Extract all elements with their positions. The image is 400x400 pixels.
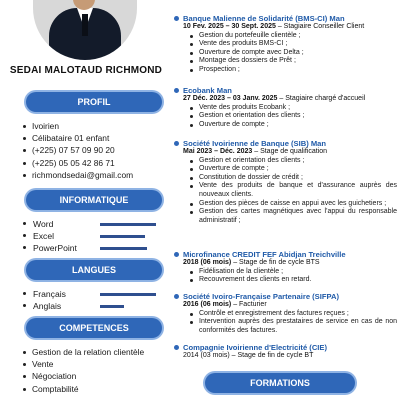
- experience-period: 10 Fev. 2025 – 30 Sept. 2025 – Stagiaire Conseiller Client: [183, 23, 365, 30]
- experience-task: Gestion du portefeuille clientèle ;: [199, 32, 397, 41]
- experience-period: Mai 2023 – Déc. 2023 – Stage de qualification: [183, 148, 328, 155]
- experience-task: Ouverture de compte avec Delta ;: [199, 49, 397, 58]
- competences-section: [20, 346, 170, 395]
- experience-task: Ouverture de compte ;: [199, 121, 397, 130]
- experience-6: [183, 343, 397, 361]
- experience-task: Vente des produits BMS-CI ;: [199, 40, 397, 49]
- experience-period: 2018 (06 mois) – Stage de fin de cycle BTS: [183, 259, 320, 266]
- competence-item: Comptabilité: [20, 383, 170, 395]
- lang-anglais: [20, 301, 61, 311]
- competence-item: Négociation: [20, 370, 170, 382]
- experience-task: Gestion et orientation des clients ;: [199, 157, 397, 166]
- experience-task: Montage des dossiers de Prêt ;: [199, 57, 397, 66]
- candidate-name: SEDAI MALOTAUD RICHMOND: [9, 65, 163, 76]
- experience-company: Ecobank Man: [183, 86, 397, 95]
- skill-powerpoint: [20, 243, 77, 253]
- experience-task: Recouvrement des clients en retard.: [199, 276, 397, 285]
- lang-francais: [20, 289, 66, 299]
- experience-2: [183, 86, 397, 129]
- experience-period: 27 Déc. 2023 – 03 Janv. 2025 – Stagiaire chargé d'accueil: [183, 95, 366, 102]
- experience-company: Société Ivoirienne de Banque (SIB) Man: [183, 139, 397, 148]
- skill-word-bar: [100, 223, 156, 226]
- left-column: [0, 0, 172, 400]
- skill-excel: [20, 231, 54, 241]
- experience-task: Intervention auprès des prestataires de service en cas de non conformités des factures.: [199, 318, 397, 334]
- experience-company: Société Ivoiro-Française Partenaire (SIFPA): [183, 292, 397, 301]
- profil-email: richmondsedai@gmail.com: [20, 169, 170, 181]
- experience-task: Gestion des pièces de caisse en appui avec les guichetiers ;: [199, 200, 397, 209]
- informatique-heading: INFORMATIQUE: [26, 190, 162, 210]
- profile-photo: [33, 0, 137, 60]
- profil-phone-2: (+225) 05 05 42 86 71: [20, 157, 170, 169]
- experience-task: Constitution de dossier de crédit ;: [199, 174, 397, 183]
- skill-word: [20, 219, 53, 229]
- competence-item: Gestion de la relation clientèle: [20, 346, 170, 358]
- experience-5: [183, 292, 397, 335]
- competences-heading: COMPETENCES: [26, 318, 162, 338]
- profil-heading: PROFIL: [26, 92, 162, 112]
- experience-task: Gestion des cartes magnétiques avec l'appui du responsable administratif ;: [199, 208, 397, 224]
- experience-period: 2014 (03 mois) – Stage de fin de cycle BT: [183, 352, 314, 359]
- lang-francais-bar: [100, 293, 156, 296]
- experience-company: Banque Malienne de Solidarité (BMS-CI) Man: [183, 14, 397, 23]
- photo-tie: [82, 14, 88, 36]
- profil-nationality: Ivoirien: [20, 120, 170, 132]
- profil-section: [20, 120, 170, 181]
- profil-status: Célibataire 01 enfant: [20, 132, 170, 144]
- competence-item: Vente: [20, 358, 170, 370]
- experience-task: Prospection ;: [199, 66, 397, 75]
- experience-company: Microfinance CREDIT FEF Abidjan Treichville: [183, 250, 397, 259]
- skill-powerpoint-bar: [100, 247, 147, 250]
- experience-task: Vente des produits Ecobank ;: [199, 104, 397, 113]
- experience-company: Compagnie Ivoirienne d'Electricité (CIE): [183, 343, 397, 352]
- experience-task: Vente des produits de banque et d'assurance auprès des nouveaux clients.: [199, 182, 397, 198]
- profil-phone-1: (+225) 07 57 09 90 20: [20, 144, 170, 156]
- skill-powerpoint-label: PowerPoint: [33, 243, 77, 253]
- experience-task: Ouverture de compte ;: [199, 165, 397, 174]
- skill-word-label: Word: [33, 219, 54, 229]
- experience-period: 2016 (06 mois) – Facturier: [183, 301, 267, 308]
- lang-anglais-label: Anglais: [33, 301, 62, 311]
- skill-excel-bar: [100, 235, 145, 238]
- experience-4: [183, 250, 397, 285]
- experience-task: Contrôle et enregistrement des factures reçues ;: [199, 310, 397, 319]
- langues-heading: LANGUES: [26, 260, 162, 280]
- experience-task: Gestion et orientation des clients ;: [199, 112, 397, 121]
- skill-excel-label: Excel: [33, 231, 55, 241]
- experience-3: [183, 139, 397, 225]
- experience-1: [183, 14, 397, 75]
- experience-task: Fidélisation de la clientèle ;: [199, 268, 397, 277]
- lang-anglais-bar: [100, 305, 124, 308]
- formations-heading: FORMATIONS: [205, 373, 355, 393]
- lang-francais-label: Français: [33, 289, 66, 299]
